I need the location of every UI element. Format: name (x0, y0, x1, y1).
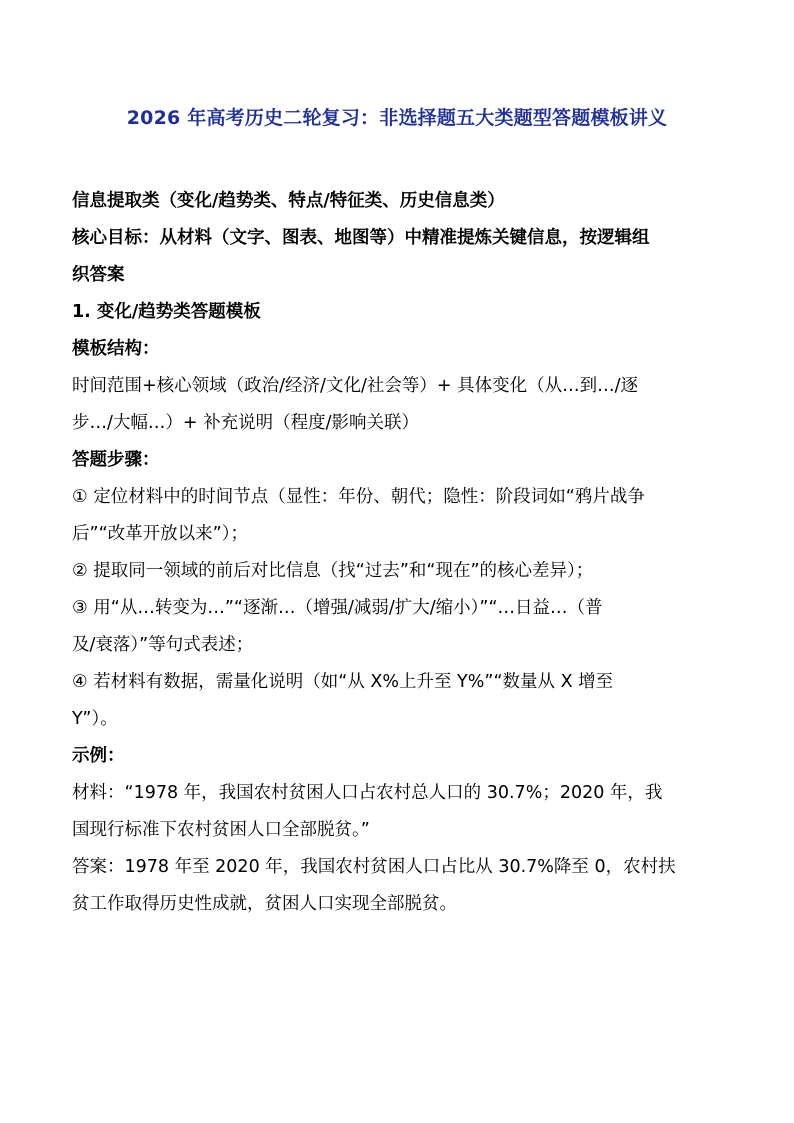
step-3-text: ③ 用“从…转变为…”“逐渐…（增强/减弱/扩大/缩小）”“…日益…（普 (72, 598, 603, 618)
label-example: 示例： (72, 746, 125, 766)
step-3-text: 及/衰落）”等句式表述； (72, 635, 254, 655)
step-4-text: ④ 若材料有数据，需量化说明（如“从 X%上升至 Y%”“数量从 X 增至 (72, 672, 614, 692)
step-1-text: 后”“改革开放以来”）； (72, 524, 248, 544)
example-material-text: 材料：“1978 年，我国农村贫困人口占农村总人口的 30.7%；2020 年，我 (72, 783, 663, 803)
document-title: 2026 年高考历史二轮复习：非选择题五大类题型答题模板讲义 (126, 107, 668, 129)
core-goal-line: 织答案 (72, 265, 125, 285)
section-heading: 信息提取类（变化/趋势类、特点/特征类、历史信息类） (72, 191, 505, 211)
template-structure-text: 步…/大幅…）+ 补充说明（程度/影响关联） (72, 413, 420, 433)
label-answer-steps: 答题步骤： (72, 450, 160, 470)
template-structure-text: 时间范围+核心领域（政治/经济/文化/社会等）+ 具体变化（从…到…/逐 (72, 376, 638, 396)
subsection-heading: 1. 变化/趋势类答题模板 (72, 302, 261, 322)
example-answer-text: 贫工作取得历史性成就，贫困人口实现全部脱贫。 (72, 894, 457, 914)
step-4-text: Y”）。 (72, 709, 118, 729)
example-material-text: 国现行标准下农村贫困人口全部脱贫。” (72, 820, 370, 840)
document-body (72, 183, 724, 923)
core-goal-line: 核心目标：从材料（文字、图表、地图等）中精准提炼关键信息，按逻辑组 (72, 228, 650, 248)
step-1-text: ① 定位材料中的时间节点（显性：年份、朝代；隐性：阶段词如“鸦片战争 (72, 487, 645, 507)
example-answer-text: 答案：1978 年至 2020 年，我国农村贫困人口占比从 30.7%降至 0，农村扶 (72, 857, 676, 877)
step-2-text: ② 提取同一领域的前后对比信息（找“过去”和“现在”的核心差异）； (72, 561, 594, 581)
label-template-structure: 模板结构： (72, 339, 160, 359)
